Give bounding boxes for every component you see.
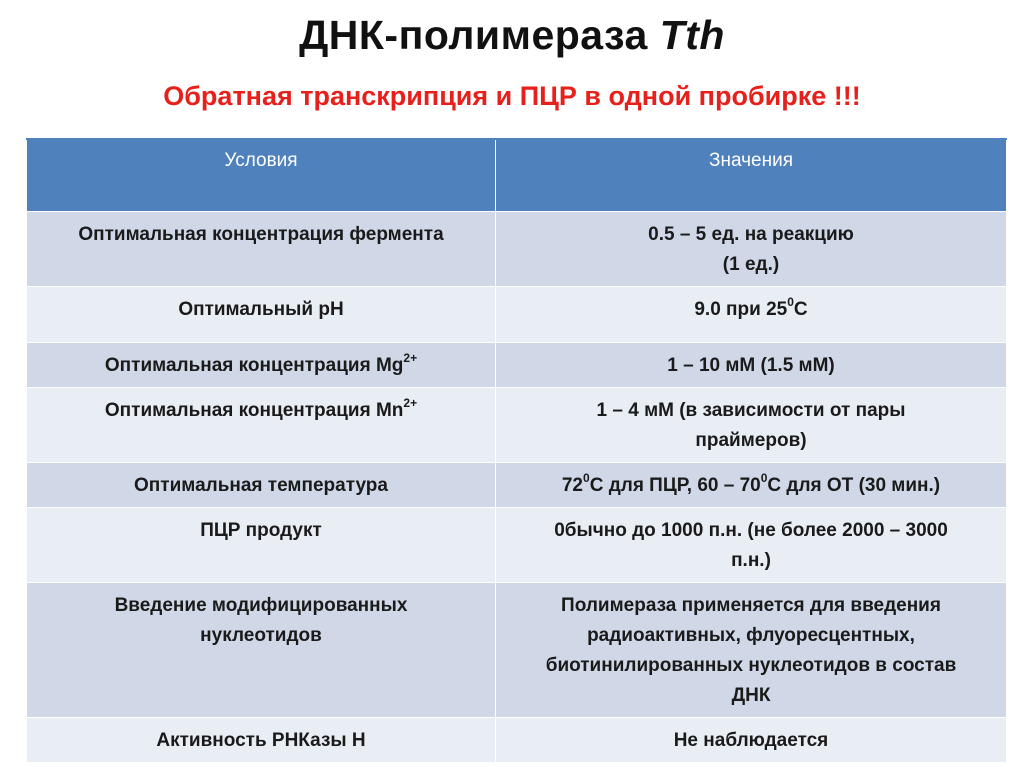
superscript: 0: [787, 294, 794, 309]
value-text: Не наблюдается: [673, 730, 829, 751]
value-text: 72: [561, 475, 583, 496]
table-row: [27, 508, 1007, 583]
value-text: праймеров): [695, 430, 807, 451]
properties-table: [26, 138, 1007, 763]
value-text: С: [793, 299, 808, 320]
value-text: п.н.): [731, 550, 771, 571]
value-text: (1 ед.): [722, 254, 780, 275]
condition-text: Оптимальная концентрация Mn: [104, 400, 404, 421]
condition-cell: [27, 718, 496, 763]
value-cell: [496, 508, 1007, 583]
condition-text: Оптимальная температура: [134, 475, 388, 496]
value-cell: [496, 718, 1007, 763]
table-row: [27, 343, 1007, 388]
superscript: 0: [760, 470, 768, 485]
condition-cell: [27, 463, 496, 508]
condition-text: Введение модифицированных: [114, 595, 408, 616]
value-text: 1 – 4 мМ (в зависимости от пары: [596, 400, 906, 421]
value-cell: [496, 388, 1007, 463]
header-conditions: Условия: [27, 139, 496, 212]
value-text: биотинилированных нуклеотидов в состав: [545, 655, 957, 676]
value-text: ДНК: [731, 685, 771, 706]
superscript: 0: [583, 470, 590, 485]
value-text: Полимераза применяется для введения: [561, 595, 941, 616]
table-row: [27, 583, 1007, 718]
table-row: [27, 287, 1007, 343]
condition-cell: [27, 343, 496, 388]
condition-text: ПЦР продукт: [200, 520, 322, 541]
value-text: С для ПЦР, 60 – 70: [589, 475, 761, 496]
slide-subtitle: Обратная транскрипция и ПЦР в одной пробирке !!!: [163, 81, 861, 111]
superscript: 2+: [403, 395, 418, 410]
condition-text: Оптимальный pH: [178, 299, 344, 320]
condition-cell: [27, 583, 496, 718]
condition-text: Активность РНКазы Н: [156, 730, 366, 751]
table-row: [27, 212, 1007, 287]
condition-cell: [27, 508, 496, 583]
condition-text: Оптимальная концентрация Mg: [104, 355, 404, 376]
value-cell: [496, 343, 1007, 388]
condition-text: нуклеотидов: [200, 625, 322, 646]
value-text: 9.0 при 25: [694, 299, 788, 320]
value-text: 1 – 10 мМ (1.5 мМ): [667, 355, 835, 376]
condition-cell: [27, 388, 496, 463]
table-row: [27, 718, 1007, 763]
value-cell: [496, 212, 1007, 287]
value-text: С для ОТ (30 мин.): [767, 475, 941, 496]
value-cell: [496, 583, 1007, 718]
condition-cell: [27, 287, 496, 343]
value-cell: [496, 463, 1007, 508]
table-row: [27, 463, 1007, 508]
header-values: Значения: [496, 139, 1007, 212]
title-italic: Tth: [659, 12, 725, 58]
value-text: радиоактивных, флуоресцентных,: [587, 625, 915, 646]
value-text: 0.5 – 5 ед. на реакцию: [648, 224, 854, 245]
title-main: ДНК-полимераза: [299, 12, 648, 58]
superscript: 2+: [403, 350, 418, 365]
condition-cell: [27, 212, 496, 287]
value-text: 0бычно до 1000 п.н. (не более 2000 – 3000: [554, 520, 948, 541]
slide-title: [0, 12, 1024, 59]
table-header-row: [27, 139, 1007, 212]
value-cell: [496, 287, 1007, 343]
table-row: [27, 388, 1007, 463]
condition-text: Оптимальная концентрация фермента: [78, 224, 444, 245]
